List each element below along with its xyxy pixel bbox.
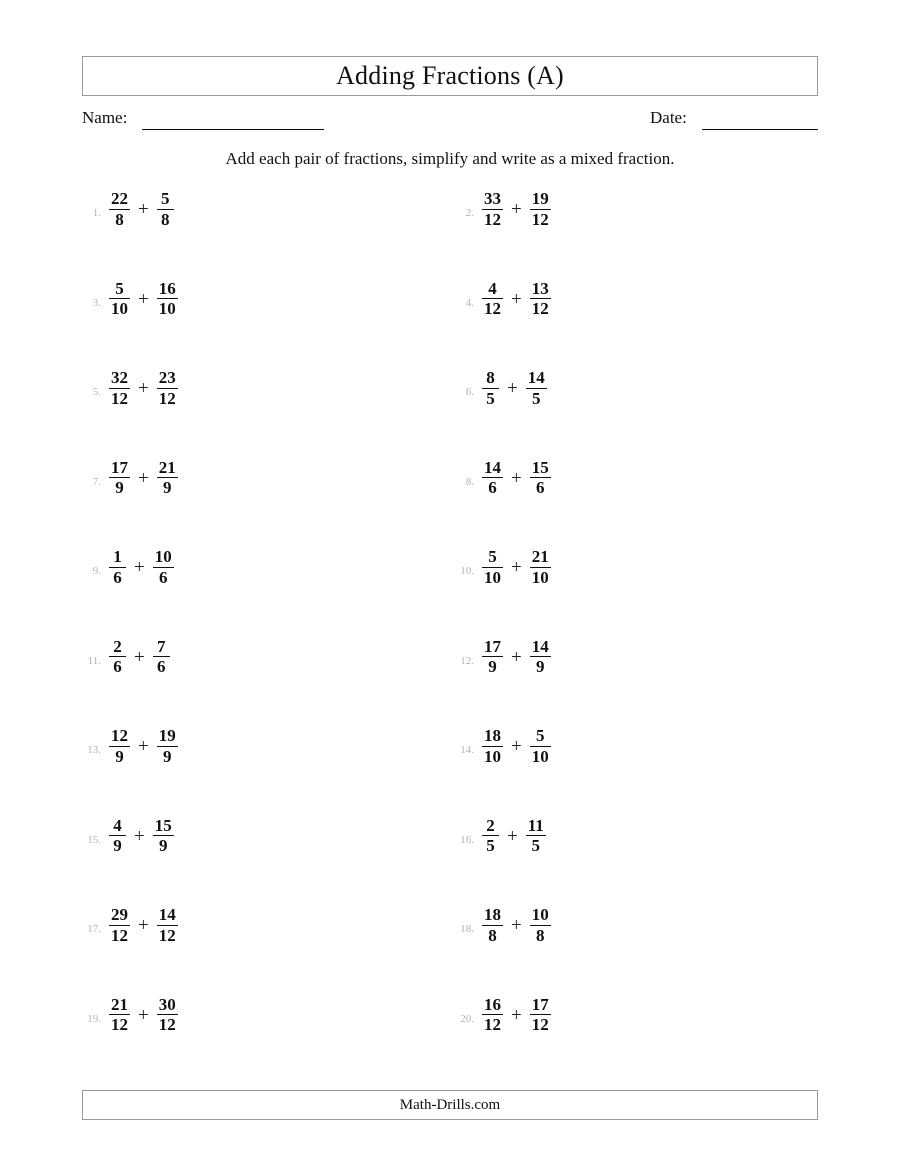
plus-operator: + <box>507 378 518 400</box>
second-denominator: 12 <box>158 925 176 945</box>
first-denominator: 12 <box>111 388 128 408</box>
second-numerator: 17 <box>531 994 549 1014</box>
problem-number: 14. <box>460 744 474 756</box>
first-numerator: 4 <box>113 815 122 835</box>
second-fraction <box>156 996 179 1035</box>
fraction-expression <box>108 365 179 408</box>
second-numerator: 11 <box>527 815 544 835</box>
problem-9[interactable] <box>82 544 175 600</box>
problem-row <box>82 813 818 903</box>
first-fraction <box>108 548 127 587</box>
second-fraction <box>529 906 552 945</box>
plus-operator: + <box>511 288 522 310</box>
problem-number: 12. <box>460 654 474 667</box>
first-fraction <box>481 727 504 766</box>
plus-operator: + <box>507 825 518 847</box>
second-fraction <box>529 190 552 229</box>
first-denominator: 10 <box>111 299 128 319</box>
first-fraction <box>481 190 504 229</box>
second-denominator: 5 <box>531 836 540 856</box>
problem-3[interactable] <box>82 276 179 332</box>
first-numerator: 29 <box>111 905 128 924</box>
second-numerator: 21 <box>158 457 176 477</box>
problem-number: 11. <box>87 654 101 667</box>
first-fraction <box>481 638 504 677</box>
second-denominator: 10 <box>531 746 549 766</box>
second-denominator: 12 <box>531 299 549 319</box>
problem-6[interactable] <box>455 365 548 421</box>
second-denominator: 6 <box>156 657 166 677</box>
problem-16[interactable] <box>455 813 547 869</box>
first-fraction <box>108 996 131 1035</box>
second-denominator: 5 <box>531 388 541 408</box>
first-fraction <box>108 280 131 319</box>
second-numerator: 7 <box>156 636 166 656</box>
second-numerator: 5 <box>160 189 170 208</box>
problem-number: 6. <box>465 386 474 398</box>
name-label: Name: <box>82 108 128 127</box>
plus-operator: + <box>511 736 522 758</box>
problem-2[interactable] <box>455 186 552 242</box>
first-fraction <box>108 817 127 856</box>
plus-operator: + <box>138 199 149 221</box>
problem-number: 19. <box>87 1012 101 1025</box>
first-denominator: 9 <box>115 478 124 498</box>
problem-number: 2. <box>465 207 474 219</box>
first-numerator: 2 <box>113 636 122 656</box>
fraction-expression <box>108 544 175 587</box>
problem-number: 15. <box>87 833 101 846</box>
problem-11[interactable] <box>82 634 171 690</box>
second-numerator: 21 <box>531 547 549 566</box>
second-fraction <box>529 638 552 677</box>
fraction-expression <box>108 723 179 766</box>
fraction-expression <box>108 902 179 945</box>
problem-row <box>82 992 818 1082</box>
problem-number: 1. <box>92 207 101 219</box>
first-denominator: 12 <box>111 925 128 945</box>
second-numerator: 14 <box>158 905 176 924</box>
footer-text: Math-Drills.com <box>399 1096 501 1113</box>
fraction-expression <box>108 455 179 498</box>
second-denominator: 12 <box>531 209 549 229</box>
second-denominator: 9 <box>162 746 172 766</box>
second-numerator: 13 <box>531 278 549 298</box>
first-numerator: 14 <box>484 457 501 477</box>
date-input-line[interactable] <box>702 129 818 130</box>
first-fraction <box>481 459 504 498</box>
problem-row <box>82 544 818 634</box>
problem-5[interactable] <box>82 365 179 421</box>
first-numerator: 21 <box>111 994 128 1014</box>
plus-operator: + <box>134 646 145 668</box>
fraction-expression <box>108 634 171 677</box>
plus-operator: + <box>138 288 149 310</box>
second-fraction <box>152 638 171 677</box>
fraction-expression <box>481 723 552 766</box>
plus-operator: + <box>138 1004 149 1026</box>
second-numerator: 16 <box>158 278 176 298</box>
plus-operator: + <box>134 825 145 847</box>
first-numerator: 16 <box>484 994 501 1014</box>
second-fraction <box>156 906 179 945</box>
second-fraction <box>529 996 552 1035</box>
problem-row <box>82 186 818 276</box>
first-denominator: 10 <box>484 567 501 587</box>
second-denominator: 9 <box>158 836 168 856</box>
problem-10[interactable] <box>455 544 552 600</box>
first-fraction <box>108 727 131 766</box>
first-denominator: 12 <box>484 1015 501 1035</box>
problem-13[interactable] <box>82 723 179 779</box>
fraction-expression <box>481 813 547 856</box>
first-numerator: 18 <box>484 905 501 924</box>
first-numerator: 17 <box>484 636 501 656</box>
first-numerator: 12 <box>111 726 128 745</box>
problem-number: 8. <box>465 475 474 488</box>
second-numerator: 14 <box>531 636 549 656</box>
plus-operator: + <box>511 646 522 668</box>
plus-operator: + <box>511 467 522 489</box>
first-fraction <box>481 906 504 945</box>
problem-number: 13. <box>87 744 101 756</box>
fraction-expression <box>481 186 552 229</box>
first-numerator: 1 <box>113 547 122 566</box>
first-denominator: 5 <box>486 836 495 856</box>
second-fraction <box>152 817 175 856</box>
second-numerator: 15 <box>154 815 172 835</box>
problem-number: 9. <box>92 565 101 577</box>
first-numerator: 5 <box>115 278 124 298</box>
name-input-line[interactable] <box>142 129 324 130</box>
plus-operator: + <box>511 199 522 221</box>
problem-number: 18. <box>460 923 474 935</box>
first-numerator: 32 <box>111 368 128 387</box>
second-fraction <box>152 548 175 587</box>
second-denominator: 9 <box>535 657 545 677</box>
problem-number: 4. <box>465 296 474 309</box>
second-denominator: 8 <box>160 209 170 229</box>
fraction-expression <box>481 276 552 319</box>
first-denominator: 10 <box>484 746 501 766</box>
second-numerator: 30 <box>158 994 176 1014</box>
second-numerator: 23 <box>158 368 176 387</box>
problem-4[interactable] <box>455 276 552 332</box>
problem-18[interactable] <box>455 902 552 958</box>
footer-box <box>82 1090 818 1120</box>
first-denominator: 9 <box>115 746 124 766</box>
first-fraction <box>108 459 131 498</box>
problem-17[interactable] <box>82 902 179 958</box>
problem-row <box>82 365 818 455</box>
first-fraction <box>108 369 131 408</box>
first-fraction <box>108 638 127 677</box>
fraction-expression <box>481 544 552 587</box>
second-fraction <box>529 280 552 319</box>
first-numerator: 17 <box>111 457 128 477</box>
problem-1[interactable] <box>82 186 175 242</box>
problem-grid <box>82 186 818 1081</box>
second-denominator: 6 <box>535 478 545 498</box>
problem-number: 7. <box>92 475 101 488</box>
second-numerator: 10 <box>154 547 172 566</box>
problem-number: 20. <box>460 1012 474 1025</box>
problem-number: 3. <box>92 296 101 309</box>
fraction-expression <box>481 365 548 408</box>
second-denominator: 10 <box>158 299 176 319</box>
second-fraction <box>156 369 179 408</box>
first-denominator: 9 <box>488 657 497 677</box>
second-fraction <box>529 459 552 498</box>
first-fraction <box>481 548 504 587</box>
second-fraction <box>156 459 179 498</box>
first-denominator: 5 <box>486 388 495 408</box>
page-title: Adding Fractions (A) <box>336 61 564 90</box>
second-numerator: 19 <box>531 189 549 208</box>
second-numerator: 19 <box>158 726 176 745</box>
problem-number: 5. <box>92 386 101 398</box>
first-denominator: 12 <box>111 1015 128 1035</box>
fraction-expression <box>481 992 552 1035</box>
second-fraction <box>156 280 179 319</box>
first-denominator: 8 <box>488 925 497 945</box>
problem-12[interactable] <box>455 634 552 690</box>
second-fraction <box>529 548 552 587</box>
problem-7[interactable] <box>82 455 179 511</box>
first-numerator: 5 <box>488 547 497 566</box>
fraction-expression <box>481 634 552 677</box>
second-numerator: 14 <box>527 368 545 387</box>
first-numerator: 8 <box>486 368 495 387</box>
second-fraction <box>156 190 175 229</box>
fraction-expression <box>481 455 552 498</box>
problem-19[interactable] <box>82 992 179 1048</box>
problem-row <box>82 276 818 366</box>
problem-8[interactable] <box>455 455 552 511</box>
problem-20[interactable] <box>455 992 552 1048</box>
first-fraction <box>108 906 131 945</box>
second-denominator: 8 <box>535 925 545 945</box>
second-numerator: 5 <box>535 726 545 745</box>
fraction-expression <box>108 813 175 856</box>
first-denominator: 6 <box>113 657 122 677</box>
problem-number: 10. <box>460 565 474 577</box>
date-label: Date: <box>650 108 687 127</box>
problem-15[interactable] <box>82 813 175 869</box>
first-numerator: 22 <box>111 189 128 208</box>
first-denominator: 6 <box>113 567 122 587</box>
fraction-expression <box>108 186 175 229</box>
second-denominator: 12 <box>158 388 176 408</box>
second-denominator: 10 <box>531 567 549 587</box>
second-denominator: 12 <box>158 1015 176 1035</box>
second-denominator: 6 <box>158 567 168 587</box>
problem-14[interactable] <box>455 723 552 779</box>
first-fraction <box>481 369 500 408</box>
second-fraction <box>529 727 552 766</box>
fraction-expression <box>108 992 179 1035</box>
first-numerator: 33 <box>484 189 501 208</box>
problem-row <box>82 723 818 813</box>
first-fraction <box>481 817 500 856</box>
name-date-row <box>82 108 818 134</box>
first-fraction <box>108 190 131 229</box>
first-denominator: 12 <box>484 209 501 229</box>
plus-operator: + <box>511 915 522 937</box>
plus-operator: + <box>134 557 145 579</box>
second-numerator: 10 <box>531 905 549 924</box>
plus-operator: + <box>138 467 149 489</box>
first-denominator: 9 <box>113 836 122 856</box>
first-numerator: 4 <box>488 278 497 298</box>
fraction-expression <box>108 276 179 319</box>
problem-number: 16. <box>460 833 474 846</box>
first-numerator: 2 <box>486 815 495 835</box>
plus-operator: + <box>138 915 149 937</box>
plus-operator: + <box>511 557 522 579</box>
second-denominator: 9 <box>162 478 172 498</box>
first-denominator: 12 <box>484 299 501 319</box>
second-fraction <box>156 727 179 766</box>
problem-row <box>82 634 818 724</box>
second-fraction <box>525 817 547 856</box>
plus-operator: + <box>511 1004 522 1026</box>
first-denominator: 6 <box>488 478 497 498</box>
second-numerator: 15 <box>531 457 549 477</box>
first-numerator: 18 <box>484 726 501 745</box>
problem-row <box>82 902 818 992</box>
plus-operator: + <box>138 378 149 400</box>
first-fraction <box>481 996 504 1035</box>
fraction-expression <box>481 902 552 945</box>
problem-row <box>82 455 818 545</box>
instruction-text: Add each pair of fractions, simplify and write as a mixed fraction. <box>225 149 675 168</box>
first-denominator: 8 <box>115 209 124 229</box>
plus-operator: + <box>138 736 149 758</box>
problem-number: 17. <box>87 923 101 935</box>
second-denominator: 12 <box>531 1015 549 1035</box>
second-fraction <box>525 369 548 408</box>
title-box <box>82 56 818 96</box>
first-fraction <box>481 280 504 319</box>
